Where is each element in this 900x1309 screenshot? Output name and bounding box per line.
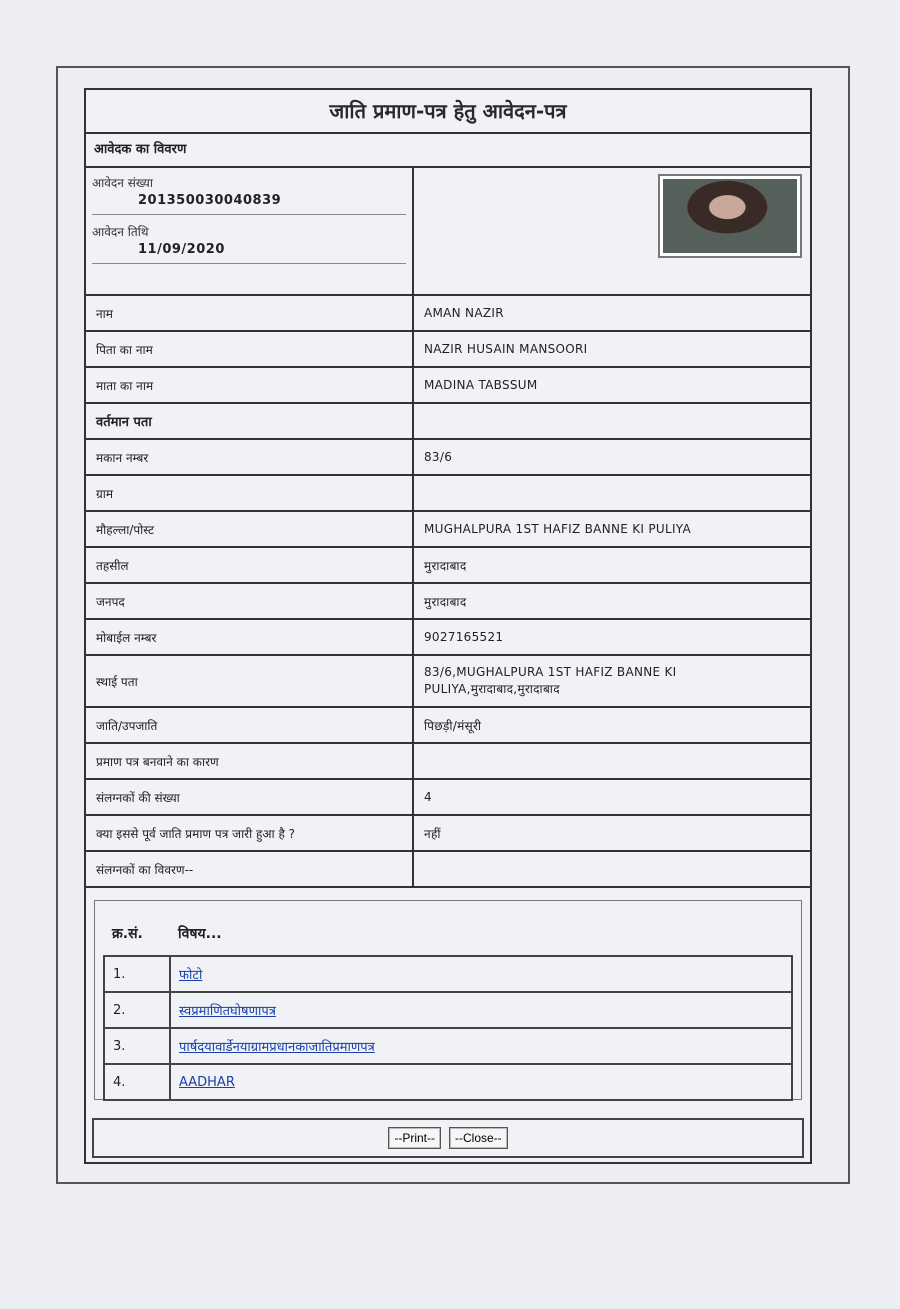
detail-value: 9027165521 [424,630,504,644]
detail-label: जनपद [86,584,414,618]
table-row [104,956,792,992]
detail-label: ग्राम [86,476,414,510]
detail-row-house-number [86,440,810,476]
print-button[interactable]: --Print-- [388,1127,441,1149]
detail-label: पिता का नाम [86,332,414,366]
detail-label: माता का नाम [86,368,414,402]
detail-row-father-name [86,332,810,368]
detail-row-mobile [86,620,810,656]
detail-value: 83/6,MUGHALPURA 1ST HAFIZ BANNE KI PULIYA,मुरादाबाद,मुरादाबाद [424,665,677,696]
detail-value: 4 [424,790,432,804]
attachment-cell [170,992,792,1028]
detail-row-attachment-count [86,780,810,816]
table-row [104,1064,792,1100]
detail-row-current-address [86,404,810,440]
detail-value: 83/6 [424,450,453,464]
detail-row-mother-name [86,368,810,404]
application-info [86,168,414,294]
detail-label: संलग्नकों की संख्या [86,780,414,814]
table-row [104,992,792,1028]
column-header-sn: क्र.सं. [104,911,170,956]
application-date-label: आवेदन तिथि [92,225,149,239]
detail-row-village [86,476,810,512]
detail-value: AMAN NAZIR [424,306,504,320]
attachments-panel [94,900,802,1100]
applicant-details-heading: आवेदक का विवरण [86,134,810,168]
detail-row-previous-certificate [86,816,810,852]
applicant-photo [663,179,797,253]
detail-value [414,744,810,778]
attachment-cell [170,1064,792,1100]
detail-value [414,852,810,886]
detail-label: प्रमाण पत्र बनवाने का कारण [86,744,414,778]
application-date-block [92,223,406,264]
attachments-header-row [104,911,792,956]
attachment-sn: 1. [104,956,170,992]
detail-label: जाति/उपजाति [86,708,414,742]
attachment-sn: 3. [104,1028,170,1064]
detail-row-caste [86,708,810,744]
attachments-table [103,911,793,1101]
attachment-cell [170,1028,792,1064]
detail-value: MUGHALPURA 1ST HAFIZ BANNE KI PULIYA [424,522,692,536]
detail-row-name [86,296,810,332]
detail-value: मुरादाबाद [424,594,467,609]
application-number: 201350030040839 [138,193,282,208]
detail-label: मौहल्ला/पोस्ट [86,512,414,546]
detail-label: संलग्नकों का विवरण-- [86,852,414,886]
detail-row-locality [86,512,810,548]
detail-label: क्या इससे पूर्व जाति प्रमाण पत्र जारी हुआ है ? [86,816,414,850]
detail-value: मुरादाबाद [424,558,467,573]
detail-value [414,404,810,438]
attachment-cell [170,956,792,992]
button-bar [92,1118,804,1158]
column-header-subject: विषय... [170,911,792,956]
detail-label: मोबाईल नम्बर [86,620,414,654]
attachment-sn: 4. [104,1064,170,1100]
details-rows [86,296,810,888]
attachment-link-aadhar[interactable]: AADHAR [179,1074,235,1090]
detail-label: वर्तमान पता [86,404,414,438]
detail-row-permanent-address [86,656,810,708]
application-number-label: आवेदन संख्या [92,176,153,190]
detail-row-attachment-details [86,852,810,888]
attachment-sn: 2. [104,992,170,1028]
application-number-block [92,174,406,215]
detail-row-reason [86,744,810,780]
attachment-link-photo[interactable]: फोटो [179,968,203,983]
detail-value: नहीं [424,826,441,841]
attachment-link-caste-certificate[interactable]: पार्षदयावार्डेनयाग्रामप्रधानकाजातिप्रमाणपत्र [179,1040,375,1055]
detail-value: NAZIR HUSAIN MANSOORI [424,342,588,356]
detail-row-tehsil [86,548,810,584]
detail-label: तहसील [86,548,414,582]
application-form [84,88,812,1164]
detail-row-district [86,584,810,620]
detail-label: नाम [86,296,414,330]
application-info-row [86,168,810,296]
detail-value [414,476,810,510]
photo-cell [414,168,810,294]
detail-value: MADINA TABSSUM [424,378,538,392]
table-row [104,1028,792,1064]
detail-label: स्थाई पता [86,656,414,706]
application-date: 11/09/2020 [138,242,225,257]
close-button[interactable]: --Close-- [449,1127,508,1149]
attachment-link-self-declaration[interactable]: स्वप्रमाणितघोषणापत्र [179,1004,276,1019]
form-title: जाति प्रमाण-पत्र हेतु आवेदन-पत्र [86,90,810,134]
detail-value: पिछड़ी/मंसूरी [424,718,482,733]
applicant-photo-frame [658,174,802,258]
detail-label: मकान नम्बर [86,440,414,474]
